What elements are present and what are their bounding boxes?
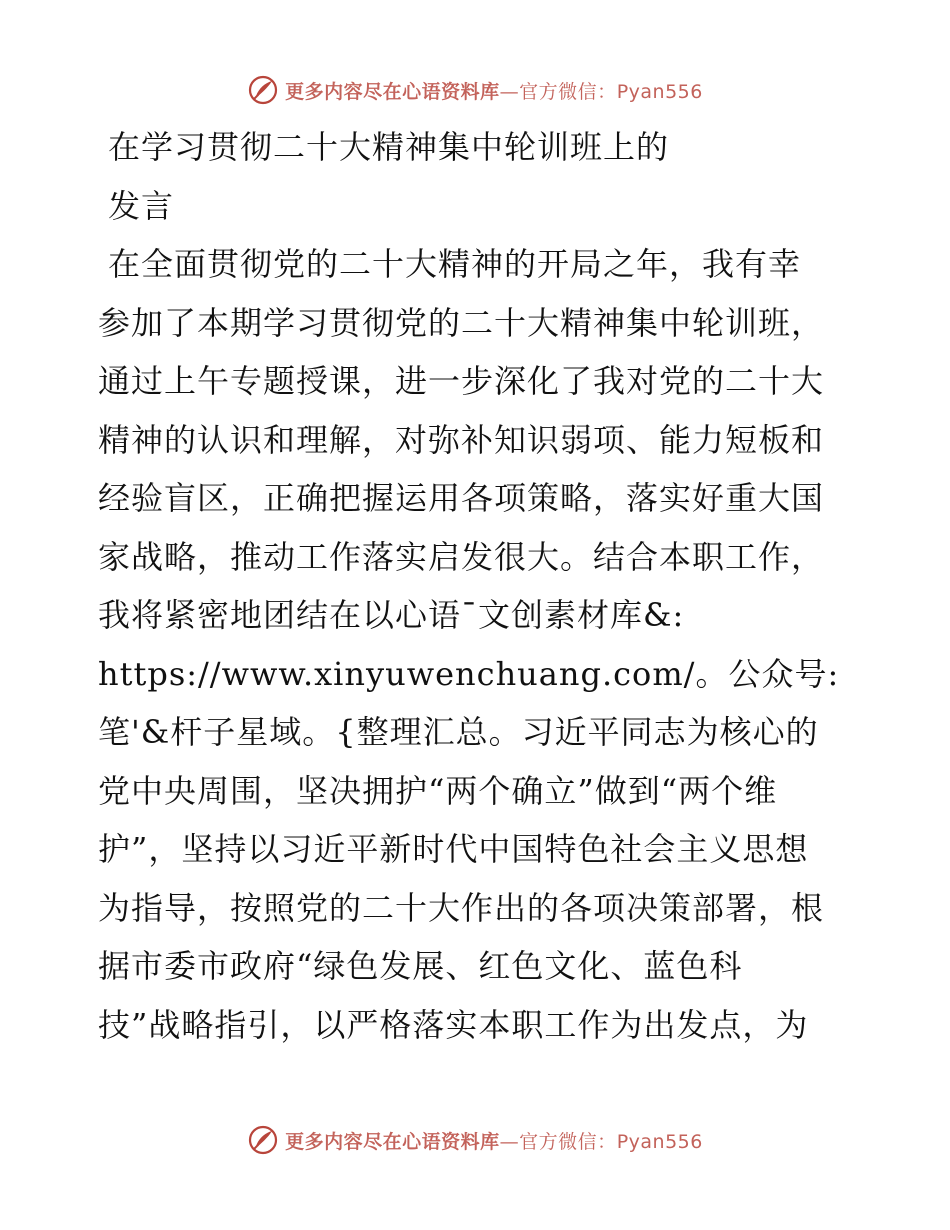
body-line: 笔'&杆子星域。{整理汇总。习近平同志为核心的: [98, 713, 819, 751]
banner-text: [285, 1127, 703, 1154]
body-line: 技”战略指引，以严格落实本职工作为出发点，为: [98, 1005, 809, 1044]
page-footer-banner: [0, 1122, 950, 1158]
banner-site-text: 更多内容尽在心语资料库: [285, 1130, 500, 1153]
body-line: 据市委市政府“绿色发展、红色文化、蓝色科: [98, 947, 743, 985]
banner-text: [285, 77, 703, 104]
document-title-line-2: 发言: [108, 186, 175, 225]
body-line: 经验盲区，正确把握运用各项策略，落实好重大国: [98, 479, 825, 517]
body-line: 为指导，按照党的二十大作出的各项决策部署，根: [98, 888, 825, 927]
banner-site-text: 更多内容尽在心语资料库: [285, 80, 500, 103]
banner-dash: —: [499, 80, 520, 103]
banner-wechat-id: Pyan556: [616, 1130, 703, 1153]
body-line: 党中央周围，坚决拥护“两个确立”做到“两个维: [98, 771, 778, 810]
document-title-line-1: 在学习贯彻二十大精神集中轮训班上的: [108, 128, 670, 166]
red-quill-logo-icon: [247, 1124, 279, 1156]
banner-official-label: 官方微信：: [519, 1130, 617, 1153]
body-line: 参加了本期学习贯彻党的二十大精神集中轮训班，: [98, 303, 825, 342]
red-quill-logo-icon: [247, 74, 279, 106]
document-body: [98, 118, 858, 1054]
body-line: 我将紧密地团结在以心语¯文创素材库&:: [98, 596, 685, 634]
banner-official-label: 官方微信：: [519, 80, 617, 103]
body-line: 通过上午专题授课，进一步深化了我对党的二十大: [98, 362, 825, 400]
body-line-url: https://www.xinyuwenchuang.com/。公众号:: [98, 654, 840, 693]
banner-dash: —: [499, 1130, 520, 1153]
body-line: 家战略，推动工作落实启发很大。结合本职工作，: [98, 537, 825, 576]
banner-wechat-id: Pyan556: [616, 80, 703, 103]
body-line: 精神的认识和理解，对弥补知识弱项、能力短板和: [98, 420, 825, 459]
body-line: 护”，坚持以习近平新时代中国特色社会主义思想: [98, 830, 809, 868]
body-line: 在全面贯彻党的二十大精神的开局之年，我有幸: [108, 245, 802, 283]
page-header-banner: [0, 72, 950, 108]
